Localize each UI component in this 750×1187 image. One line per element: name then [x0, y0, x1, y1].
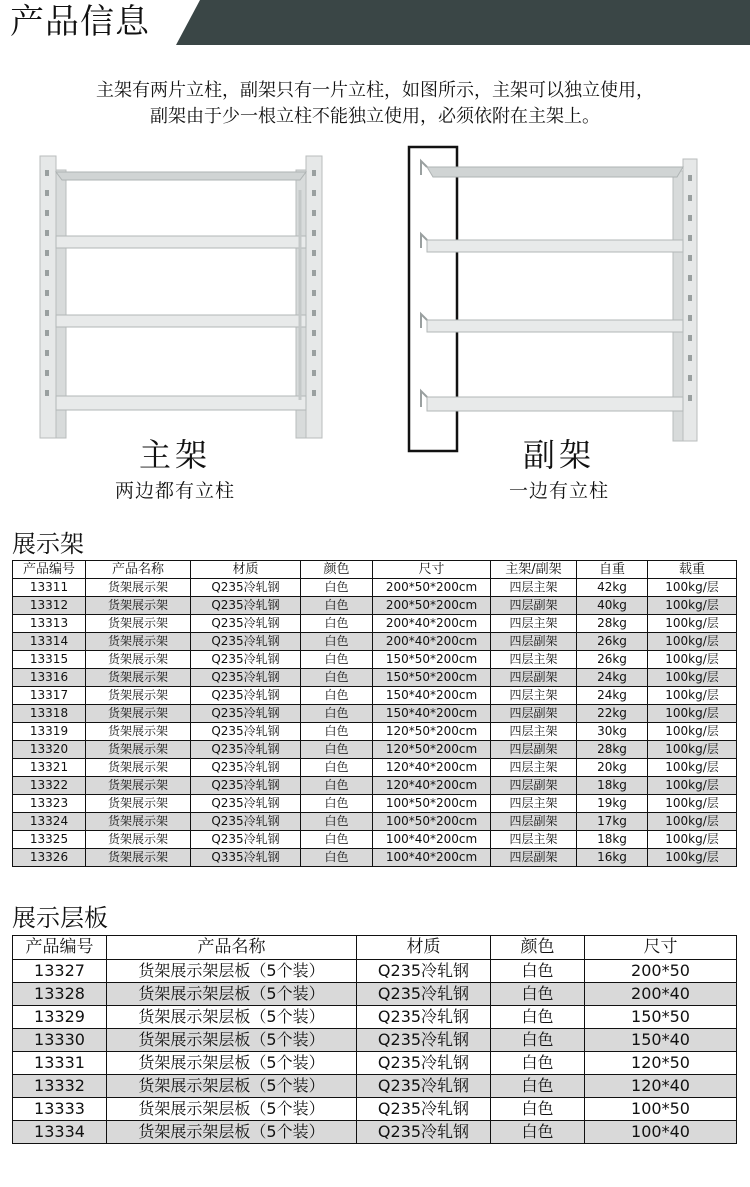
display-shelf-cell: 100*50: [585, 1098, 737, 1121]
display-rack-cell: 100kg/层: [648, 705, 737, 723]
display-rack-cell: 白色: [301, 777, 373, 795]
display-rack-cell: Q235冷轧钢: [191, 615, 301, 633]
display-rack-header-row: [13, 561, 737, 579]
display-shelf-cell: 13327: [13, 960, 107, 983]
display-rack-cell: Q235冷轧钢: [191, 759, 301, 777]
display-rack-cell: 货架展示架: [86, 705, 191, 723]
display-rack-cell: 120*40*200cm: [373, 777, 491, 795]
display-rack-cell: 白色: [301, 597, 373, 615]
display-shelf-cell: 13328: [13, 983, 107, 1006]
display-rack-cell: 货架展示架: [86, 579, 191, 597]
display-rack-cell: 13322: [13, 777, 86, 795]
display-rack-cell: 白色: [301, 795, 373, 813]
display-rack-cell: Q235冷轧钢: [191, 741, 301, 759]
display-rack-cell: 货架展示架: [86, 633, 191, 651]
display-rack-column-header: 产品编号: [13, 561, 86, 579]
display-rack-cell: 19kg: [577, 795, 648, 813]
display-shelf-cell: Q235冷轧钢: [357, 1029, 491, 1052]
display-rack-cell: 100kg/层: [648, 597, 737, 615]
display-shelf-cell: 150*40: [585, 1029, 737, 1052]
display-rack-cell: 18kg: [577, 777, 648, 795]
display-rack-cell: Q235冷轧钢: [191, 597, 301, 615]
display-rack-cell: 100kg/层: [648, 633, 737, 651]
display-rack-cell: 200*50*200cm: [373, 579, 491, 597]
table-row: [13, 705, 737, 723]
display-rack-cell: 13326: [13, 849, 86, 867]
table-row: [13, 1029, 737, 1052]
display-rack-cell: 120*50*200cm: [373, 723, 491, 741]
main-rack-desc: 两边都有立柱: [114, 480, 235, 502]
display-shelf-cell: 白色: [491, 1075, 585, 1098]
display-rack-cell: 100kg/层: [648, 579, 737, 597]
display-rack-cell: 150*40*200cm: [373, 705, 491, 723]
table-row: [13, 795, 737, 813]
display-rack-cell: 四层主架: [491, 615, 577, 633]
display-rack-cell: 13312: [13, 597, 86, 615]
display-rack-cell: 17kg: [577, 813, 648, 831]
display-rack-cell: 13315: [13, 651, 86, 669]
display-shelf-cell: Q235冷轧钢: [357, 1052, 491, 1075]
table-row: [13, 669, 737, 687]
display-rack-cell: 货架展示架: [86, 813, 191, 831]
display-rack-cell: Q235冷轧钢: [191, 813, 301, 831]
display-shelf-cell: 货架展示架层板（5个装）: [107, 1052, 357, 1075]
display-rack-cell: 白色: [301, 669, 373, 687]
display-rack-cell: Q235冷轧钢: [191, 633, 301, 651]
display-shelf-cell: 货架展示架层板（5个装）: [107, 1029, 357, 1052]
display-shelf-cell: 13332: [13, 1075, 107, 1098]
display-rack-cell: 白色: [301, 633, 373, 651]
display-rack-cell: 100kg/层: [648, 813, 737, 831]
display-shelf-cell: 13334: [13, 1121, 107, 1144]
display-rack-cell: 白色: [301, 741, 373, 759]
display-rack-cell: Q235冷轧钢: [191, 831, 301, 849]
table-row: [13, 849, 737, 867]
display-shelf-cell: 200*50: [585, 960, 737, 983]
table-row: [13, 579, 737, 597]
display-shelf-cell: Q235冷轧钢: [357, 1098, 491, 1121]
display-rack-cell: 200*40*200cm: [373, 633, 491, 651]
display-rack-cell: 100kg/层: [648, 759, 737, 777]
intro-line-1: 主架有两片立柱，副架只有一片立柱，如图所示，主架可以独立使用，: [96, 80, 654, 101]
display-rack-cell: 四层副架: [491, 777, 577, 795]
page-title: 产品信息: [10, 2, 150, 42]
display-rack-cell: 24kg: [577, 669, 648, 687]
display-shelf-cell: 白色: [491, 1121, 585, 1144]
sub-rack-name: 副架: [522, 436, 595, 474]
display-rack-cell: 白色: [301, 579, 373, 597]
display-shelf-cell: 货架展示架层板（5个装）: [107, 1098, 357, 1121]
display-rack-column-header: 尺寸: [373, 561, 491, 579]
display-rack-cell: 100kg/层: [648, 669, 737, 687]
display-rack-cell: 白色: [301, 831, 373, 849]
display-rack-cell: 货架展示架: [86, 831, 191, 849]
display-rack-cell: 货架展示架: [86, 777, 191, 795]
display-rack-cell: 货架展示架: [86, 687, 191, 705]
display-rack-cell: 40kg: [577, 597, 648, 615]
table-row: [13, 1075, 737, 1098]
display-rack-cell: Q235冷轧钢: [191, 777, 301, 795]
display-rack-cell: 18kg: [577, 831, 648, 849]
display-rack-cell: 200*50*200cm: [373, 597, 491, 615]
sub-rack-illustration: [405, 145, 705, 455]
display-shelf-cell: 200*40: [585, 983, 737, 1006]
table-row: [13, 813, 737, 831]
display-rack-cell: 20kg: [577, 759, 648, 777]
display-rack-cell: 150*50*200cm: [373, 669, 491, 687]
sub-rack-desc: 一边有立柱: [508, 480, 609, 502]
display-rack-cell: 货架展示架: [86, 849, 191, 867]
table-row: [13, 1006, 737, 1029]
display-rack-cell: 13313: [13, 615, 86, 633]
display-shelf-column-header: 产品编号: [13, 936, 107, 960]
display-rack-cell: 四层主架: [491, 759, 577, 777]
display-rack-cell: Q235冷轧钢: [191, 579, 301, 597]
display-rack-cell: 货架展示架: [86, 795, 191, 813]
display-rack-cell: 100kg/层: [648, 723, 737, 741]
display-shelf-cell: 货架展示架层板（5个装）: [107, 1006, 357, 1029]
table-row: [13, 615, 737, 633]
display-rack-cell: 四层副架: [491, 597, 577, 615]
intro-line-2: 副架由于少一根立柱不能独立使用，必须依附在主架上。: [150, 106, 600, 127]
display-rack-cell: 货架展示架: [86, 615, 191, 633]
display-rack-cell: 100kg/层: [648, 849, 737, 867]
display-rack-cell: 120*40*200cm: [373, 759, 491, 777]
display-rack-cell: 150*50*200cm: [373, 651, 491, 669]
display-rack-column-header: 主架/副架: [491, 561, 577, 579]
display-rack-cell: 四层主架: [491, 723, 577, 741]
display-rack-cell: 13321: [13, 759, 86, 777]
display-rack-cell: 28kg: [577, 741, 648, 759]
display-rack-cell: 24kg: [577, 687, 648, 705]
table-row: [13, 687, 737, 705]
table-row: [13, 1052, 737, 1075]
display-rack-cell: 四层副架: [491, 741, 577, 759]
main-rack-name: 主架: [138, 436, 211, 474]
display-rack-cell: 四层主架: [491, 831, 577, 849]
table-row: [13, 723, 737, 741]
display-rack-cell: 100*50*200cm: [373, 795, 491, 813]
display-shelf-cell: 100*40: [585, 1121, 737, 1144]
display-shelf-cell: Q235冷轧钢: [357, 1075, 491, 1098]
display-rack-cell: 22kg: [577, 705, 648, 723]
display-rack-cell: Q235冷轧钢: [191, 723, 301, 741]
display-rack-cell: 150*40*200cm: [373, 687, 491, 705]
table-row: [13, 651, 737, 669]
display-rack-cell: Q235冷轧钢: [191, 795, 301, 813]
display-rack-cell: 白色: [301, 849, 373, 867]
display-rack-cell: 四层主架: [491, 687, 577, 705]
table-row: [13, 759, 737, 777]
display-rack-cell: Q335冷轧钢: [191, 849, 301, 867]
display-rack-cell: 货架展示架: [86, 651, 191, 669]
table-row: [13, 1121, 737, 1144]
table-row: [13, 983, 737, 1006]
display-rack-column-header: 颜色: [301, 561, 373, 579]
display-rack-cell: 100*40*200cm: [373, 849, 491, 867]
display-rack-title: 展示架: [12, 530, 84, 558]
display-rack-cell: 货架展示架: [86, 669, 191, 687]
display-rack-cell: 16kg: [577, 849, 648, 867]
display-rack-cell: 白色: [301, 651, 373, 669]
display-rack-cell: 白色: [301, 723, 373, 741]
display-rack-table: [12, 560, 737, 867]
display-rack-cell: 100kg/层: [648, 777, 737, 795]
display-rack-cell: 120*50*200cm: [373, 741, 491, 759]
display-shelf-cell: 150*50: [585, 1006, 737, 1029]
display-rack-cell: 13325: [13, 831, 86, 849]
display-rack-cell: 白色: [301, 813, 373, 831]
display-shelf-header-row: [13, 936, 737, 960]
main-rack-illustration: [38, 150, 328, 440]
display-shelf-cell: 白色: [491, 1029, 585, 1052]
table-row: [13, 741, 737, 759]
display-rack-cell: 30kg: [577, 723, 648, 741]
table-row: [13, 777, 737, 795]
display-rack-cell: 100kg/层: [648, 741, 737, 759]
display-rack-cell: 13314: [13, 633, 86, 651]
display-rack-cell: Q235冷轧钢: [191, 705, 301, 723]
display-shelf-cell: 13331: [13, 1052, 107, 1075]
display-rack-cell: 白色: [301, 759, 373, 777]
display-rack-cell: Q235冷轧钢: [191, 687, 301, 705]
display-rack-cell: Q235冷轧钢: [191, 669, 301, 687]
display-shelf-cell: 货架展示架层板（5个装）: [107, 983, 357, 1006]
display-shelf-table: [12, 935, 737, 1144]
display-rack-cell: 四层副架: [491, 705, 577, 723]
display-shelf-cell: 13333: [13, 1098, 107, 1121]
display-rack-cell: 货架展示架: [86, 741, 191, 759]
display-rack-cell: 四层主架: [491, 795, 577, 813]
display-rack-cell: 四层主架: [491, 651, 577, 669]
table-row: [13, 831, 737, 849]
display-rack-cell: 13320: [13, 741, 86, 759]
display-rack-cell: 13317: [13, 687, 86, 705]
display-shelf-column-header: 尺寸: [585, 936, 737, 960]
display-rack-cell: 四层副架: [491, 849, 577, 867]
display-shelf-cell: 白色: [491, 983, 585, 1006]
header-banner: [0, 0, 750, 45]
display-shelf-cell: 白色: [491, 960, 585, 983]
display-shelf-title: 展示层板: [12, 904, 108, 932]
display-rack-cell: 四层副架: [491, 813, 577, 831]
table-row: [13, 1098, 737, 1121]
display-shelf-column-header: 产品名称: [107, 936, 357, 960]
display-rack-cell: 货架展示架: [86, 759, 191, 777]
display-shelf-column-header: 颜色: [491, 936, 585, 960]
display-rack-cell: 四层副架: [491, 633, 577, 651]
display-rack-cell: 四层主架: [491, 579, 577, 597]
display-rack-cell: 货架展示架: [86, 723, 191, 741]
display-rack-cell: 100kg/层: [648, 795, 737, 813]
display-rack-cell: 100kg/层: [648, 687, 737, 705]
display-rack-cell: 白色: [301, 615, 373, 633]
display-rack-cell: 100*50*200cm: [373, 813, 491, 831]
table-row: [13, 633, 737, 651]
display-shelf-cell: 120*40: [585, 1075, 737, 1098]
display-rack-cell: 13311: [13, 579, 86, 597]
display-rack-cell: 28kg: [577, 615, 648, 633]
display-shelf-cell: 白色: [491, 1098, 585, 1121]
display-shelf-cell: Q235冷轧钢: [357, 1121, 491, 1144]
display-rack-cell: 26kg: [577, 633, 648, 651]
display-rack-cell: 四层副架: [491, 669, 577, 687]
display-rack-cell: 13324: [13, 813, 86, 831]
display-rack-column-header: 产品名称: [86, 561, 191, 579]
display-shelf-cell: Q235冷轧钢: [357, 1006, 491, 1029]
display-shelf-cell: 白色: [491, 1052, 585, 1075]
display-rack-cell: 13319: [13, 723, 86, 741]
display-rack-cell: 100kg/层: [648, 651, 737, 669]
display-rack-cell: Q235冷轧钢: [191, 651, 301, 669]
display-shelf-cell: 货架展示架层板（5个装）: [107, 960, 357, 983]
table-row: [13, 960, 737, 983]
display-shelf-cell: 13329: [13, 1006, 107, 1029]
display-rack-cell: 26kg: [577, 651, 648, 669]
display-rack-cell: 100kg/层: [648, 615, 737, 633]
display-shelf-cell: 白色: [491, 1006, 585, 1029]
display-rack-cell: 13323: [13, 795, 86, 813]
display-shelf-cell: Q235冷轧钢: [357, 960, 491, 983]
display-shelf-cell: 货架展示架层板（5个装）: [107, 1121, 357, 1144]
display-rack-cell: 白色: [301, 687, 373, 705]
display-shelf-cell: 13330: [13, 1029, 107, 1052]
display-rack-cell: 货架展示架: [86, 597, 191, 615]
display-rack-column-header: 载重: [648, 561, 737, 579]
display-rack-cell: 13318: [13, 705, 86, 723]
display-rack-cell: 13316: [13, 669, 86, 687]
display-shelf-column-header: 材质: [357, 936, 491, 960]
display-rack-cell: 100*40*200cm: [373, 831, 491, 849]
display-shelf-cell: 120*50: [585, 1052, 737, 1075]
display-rack-column-header: 材质: [191, 561, 301, 579]
display-rack-cell: 200*40*200cm: [373, 615, 491, 633]
display-shelf-cell: 货架展示架层板（5个装）: [107, 1075, 357, 1098]
display-rack-column-header: 自重: [577, 561, 648, 579]
display-rack-cell: 42kg: [577, 579, 648, 597]
display-rack-cell: 100kg/层: [648, 831, 737, 849]
display-rack-cell: 白色: [301, 705, 373, 723]
table-row: [13, 597, 737, 615]
display-shelf-cell: Q235冷轧钢: [357, 983, 491, 1006]
intro-text: [0, 78, 750, 130]
